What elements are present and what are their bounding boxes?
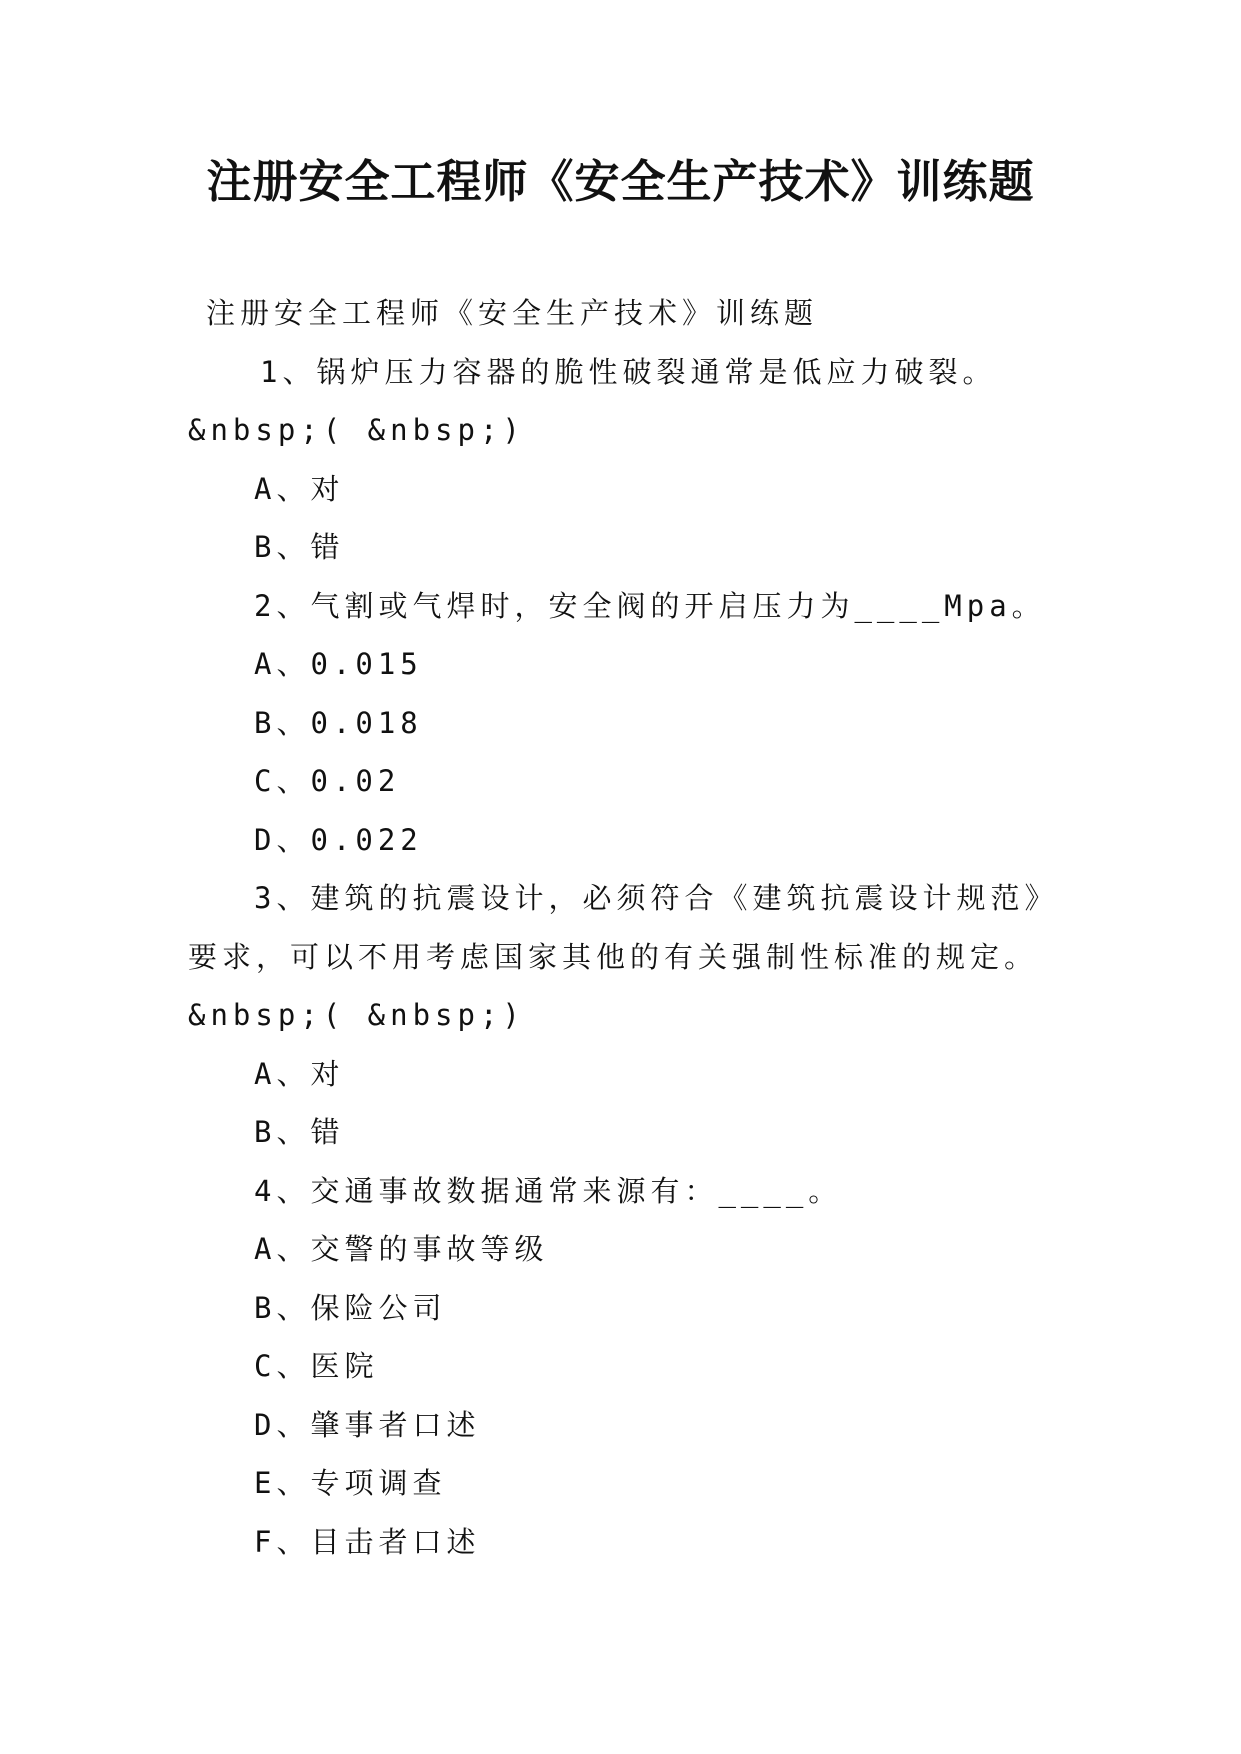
question-2-option-d: D、0.022 <box>254 822 423 857</box>
question-4-stem: 4、交通事故数据通常来源有：____。 <box>254 1173 843 1208</box>
document-title: 注册安全工程师《安全生产技术》训练题 <box>206 155 1035 208</box>
question-1-blank: &nbsp;( &nbsp;) <box>188 413 525 447</box>
question-3-blank: &nbsp;( &nbsp;) <box>188 998 525 1032</box>
question-4-option-f: F、目击者口述 <box>254 1524 481 1559</box>
question-4-option-c: C、医院 <box>254 1349 379 1383</box>
question-1-option-a: A、对 <box>254 471 345 506</box>
question-4-option-a: A、交警的事故等级 <box>254 1232 549 1266</box>
question-2-option-c: C、0.02 <box>254 764 401 798</box>
question-3-option-a: A、对 <box>254 1056 345 1091</box>
question-2-option-a: A、0.015 <box>254 647 423 681</box>
question-1-stem: 1、锅炉压力容器的脆性破裂通常是低应力破裂。 <box>260 354 997 389</box>
question-3-stem-line-1: 3、建筑的抗震设计，必须符合《建筑抗震设计规范》 <box>254 881 1058 915</box>
question-4-option-e: E、专项调查 <box>254 1466 447 1500</box>
question-4-option-b: B、保险公司 <box>254 1290 447 1325</box>
question-3-option-b: B、错 <box>254 1115 345 1149</box>
question-2-option-b: B、0.018 <box>254 705 423 740</box>
document-body <box>188 284 1058 1571</box>
question-2-stem: 2、气割或气焊时，安全阀的开启压力为____Mpa。 <box>254 588 1046 623</box>
document-subtitle: 注册安全工程师《安全生产技术》训练题 <box>206 296 819 330</box>
question-1-option-b: B、错 <box>254 530 345 564</box>
question-4-option-d: D、肇事者口述 <box>254 1407 481 1442</box>
question-3-stem-line-2: 要求，可以不用考虑国家其他的有关强制性标准的规定。 <box>188 939 1039 974</box>
